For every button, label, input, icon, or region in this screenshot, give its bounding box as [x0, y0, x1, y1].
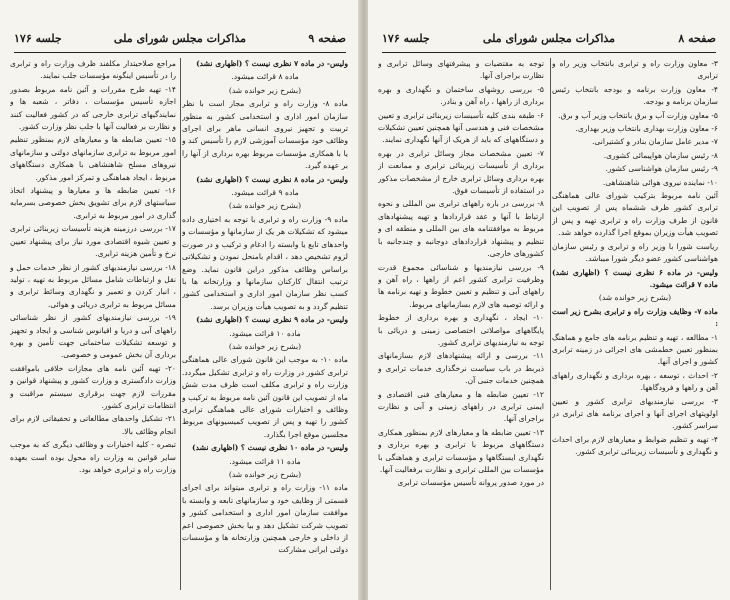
paragraph: آئین نامه مربوط بترکیب شورای عالی هماهنگی ترابری کشور ظرف ششماه پس از تصویب این قانون از طرف وزارت راه و ترابری تهیه و پس از تصویب هیأت وزیران بموقع اجرا گذارده خواهد شد.	[552, 191, 718, 238]
paragraph: ۵- بررسی روشهای ساختمان و نگهداری و بهره برداری از راهها ، راه آهن و بنادر.	[378, 84, 544, 107]
paragraph: ۲- احداث ، توسعه ، بهره برداری و نگهداری راههای آهن و راهها و فرودگاهها.	[552, 370, 718, 393]
paragraph: تبصره - کلیه اختیارات و وظائف دیگری که به موجب سایر قوانین به وزارت راه محول بوده است بعهده وزارت راه و ترابری خواهد بود.	[10, 440, 176, 474]
text-column-left	[10, 58, 176, 590]
paragraph: ولیس- در ماده ۸ نظری نیست ؟ (اظهاری نشد)	[196, 174, 348, 184]
paragraph: ماده ۸- وزارت راه و ترابری مجاز است با نظر سازمان امور اداری و استخدامی کشور به منظور تربیت و تجهیز نیروی انسانی ماهر برای اجرای وظائف خود مؤسسات آموزشی لازم را تأسیس کند و یا با همکاری مؤسسات مربوط بهره برداری از آنها را بر عهده گیرد.	[182, 99, 348, 171]
paragraph: ۱۶- تعیین ضابطه ها و معیارها و پیشنهاد اتخاذ سیاستهای لازم برای تشویق بخش خصوصی بسرمایه گذاری در امور مربوط به ترابری.	[10, 186, 176, 220]
paragraph: ۱۰- نماینده نیروی هوائی شاهنشاهی.	[602, 177, 718, 187]
paragraph: ۱۷- بررسی درزمینه هزینه تأسیسات زیربنائی ترابری و تعیین شیوه اقتصادی مورد نیاز برای پیشنهاد تعیین نرخ و تأمین هزینه ترابری.	[10, 224, 176, 259]
session-number: جلسه ۱۷۶	[14, 31, 62, 45]
paragraph: ماده ۹ قرائت میشود.	[231, 188, 299, 198]
paragraph: ۱۹- بررسی نیازمندیهای کشور از نظر شناسائی راههای آبی و دریا و اقیانوس شناسی و ایجاد و تجهیز و توسعه تشکیلات ساختمانی جهت تأمین و بهره برداری آن بخش عمومی و خصوصی.	[10, 313, 176, 360]
paragraph: ۱۲- تعیین ضابطه ها و معیارهای فنی اقتصادی و ایمنی ترابری در راههای زمینی و آبی و نظارت براجرای آنها.	[378, 389, 544, 424]
paragraph: ماده ۱۰- به موجب این قانون شورای عالی هماهنگی ترابری کشور در وزارت راه و ترابری تشکیل میگردد. وزارت راه و ترابری مکلف است ظرف مدت شش ماه از تصویب این قانون آئین نامه مربوط به ترکیب و وظائف و اختیارات شورای عالی هماهنگی ترابری کشور را تهیه و پس از تصویب کمیسیونهای مربوط مجلسین موقع اجرا بگذارد.	[182, 355, 348, 439]
text-column-left	[378, 58, 544, 590]
page-number: صفحه ۹	[308, 31, 346, 45]
paragraph: ۲۱- تشکیل واحدهای مطالعاتی و تحقیقاتی لازم برای انجام وظائف بالا.	[10, 414, 176, 436]
paragraph: ماده ۱۱ قرائت میشود.	[229, 456, 301, 466]
paragraph: ۲۰- تهیه آئین نامه های مجازات خلافی باموافقت وزارت دادگستری و وزارت کشور و پیشنهاد قوانین و مقررات لازم جهت برقراری سیستم مراقبت و انتظامات ترابری کشور.	[10, 363, 176, 410]
text-column-right	[182, 58, 348, 590]
paragraph: ماده ۹- وزارت راه و ترابری با توجه به اختیاری داده میشود که تشکیلات هر یک از سازمانها و مؤسسات و واحدهای تابع یا وابسته را ادغام و ترکیب و در صورت لزوم تشخیص دهد ، اقدام بامنحل نمودن و تشکیلاتی براساس وظائف مذکور دراین قانون نماید. وضع ترتیب انتقال کارکنان سازمانها و وزارتخانه ها با کسب نظر سازمان امور اداری و استخدامی کشور تنظیم گردد و به تصویب هیأت وزیران برسد.	[182, 214, 348, 311]
paragraph: ۳- بررسی نیازمندیهای ترابری کشور و تعیین اولویتهای اجرای آنها و اجرای برنامه های ترابری در سراسر کشور.	[552, 396, 718, 431]
paragraph: ولیس- در ماده ۱۰ نظری نیست ؟ (اظهاری نشد)	[192, 443, 348, 453]
paragraph: ولیس- در ماده ۷ نظری نیست ؟ (اظهاری نشد)	[196, 59, 348, 68]
paragraph: ۹- رئیس سازمان هواشناسی کشور.	[605, 164, 718, 174]
column-divider	[180, 58, 181, 590]
paragraph: ۵- معاون وزارت آب و برق بانتخاب وزیر آب و برق.	[558, 110, 718, 120]
paragraph: ۷- تعیین مشخصات مجاز وسائل ترابری در بهره برداری از تأسیسات زیربنائی ترابری و ممانعت از بهره برداری وسائل ترابری خارج از مشخصات مذکور در استفاده از تأسیسات فوق.	[378, 148, 544, 196]
paragraph: در مورد صدور پروانه تأسیس مؤسسات ترابری	[397, 478, 544, 488]
paragraph: ماده ۸ قرائت میشود.	[231, 72, 299, 82]
page-number: صفحه ۸	[678, 31, 716, 45]
paragraph: ۱۱- بررسی و ارائه پیشنهادهای لازم بسازمانهای ذیربط در باب سیاست نرخگذاری خدمات ترابری و همچنین خدمات جنبی آن.	[378, 351, 544, 386]
paragraph: ۴- معاون وزارت برنامه و بودجه بانتخاب رئیس سازمان برنامه و بودجه.	[552, 84, 718, 107]
paragraph: ۱۵- تعیین ضابطه ها و معیارهای لازم بمنظور تنظیم امور مربوط به ترابری سازمانهای دولتی و سازمانهای نیروهای مسلح شاهنشاهی با همکاری دستگاههای مربوط ، ایجاد هماهنگی و تمرکز امور مذکور.	[10, 135, 176, 182]
paragraph: (بشرح زیر خوانده شد)	[228, 201, 302, 211]
paragraph: ماده ۱۱- وزارت راه و ترابری میتواند برای اجرای قسمتی از وظایف خود و سازمانهای تابعه و وابسته با موافقت سازمان امور اداری و استخدامی کشور و تصویب شرکت تشکیل دهد و بیا بخش خصوصی اعم از داخلی و خارجی همچنین وزارتخانه ها و مؤسسات دولتی ایرانی مشارکت	[182, 483, 348, 555]
paragraph: ماده ۱۰ قرائت میشود.	[229, 328, 301, 338]
paragraph: (بشرح زیر خوانده شد)	[228, 341, 302, 351]
session-number: جلسه ۱۷۶	[382, 31, 430, 45]
paragraph: ۸- رئیس سازمان هواپیمائی کشوری.	[603, 150, 718, 160]
paragraph: ۷- مدیر عامل سازمان بنادر و کشتیرانی.	[591, 137, 718, 147]
paragraph: ۱- مطالعه ، تهیه و تنظیم برنامه های جامع و هماهنگ بمنظور تعیین خطمشی های اجرائی در زمینه ترابری کشور و اجرای آنها.	[552, 332, 718, 367]
left-page	[0, 0, 360, 600]
column-divider	[550, 58, 551, 590]
paragraph: (بشرح زیر خوانده شد)	[228, 470, 302, 479]
right-page-header	[382, 24, 716, 53]
paragraph: ۴- تهیه و تنظیم ضوابط و معیارهای لازم برای احداث و نگهداری و تأسیسات زیربنائی ترابری کشور.	[552, 434, 718, 457]
paragraph: (بشرح زیر خوانده شد)	[228, 85, 302, 95]
paragraph: ۶- طبقه بندی کلیه تأسیسات زیربنائی ترابری و تعیین مشخصات فنی و هندسی آنها همچنین تعیین تشکیلات و دستگاههای که باید از هریک از آنها نگهداری نمایند.	[378, 110, 544, 145]
paragraph: توجه به مقتضیات و پیشرفتهای وسائل ترابری و نظارت براجرای آنها.	[378, 59, 544, 81]
paragraph: ریاست شورا با وزیر راه و ترابری و رئیس سازمان هواشناسی کشور عضو دیگر شورا میباشد.	[552, 241, 718, 264]
paragraph: ۶- معاون وزارت بهداری بانتخاب وزیر بهداری.	[575, 124, 718, 134]
paragraph: ۳- معاون وزارت راه و ترابری بانتخاب وزیر راه و ترابری	[552, 59, 718, 81]
right-page	[368, 0, 730, 600]
left-page-header	[14, 24, 346, 53]
paragraph: ولیس- در ماده ۹ نظری نیست ؟ (اظهاری نشد)	[196, 315, 348, 325]
paragraph: ۸- بررسی در باره راههای ترابری بین المللی و نحوه ارتباط با آنها و عقد قراردادها و تهیه پیشنهادهای مربوط به موافقتنامه های بین المللی و منطقه ای و تنظیم و پیشنهاد قراردادهای دوجانبه و چندجانبه با کشورهای خارجی.	[378, 199, 544, 259]
journal-title: مذاکرات مجلس شورای ملی	[482, 31, 616, 45]
paragraph: ۹- بررسی نیازمندیها و شناسائی مجموع قدرت وظرفیت ترابری کشور اعم از راهها ، راه آهن و راههای آبی و تنظیم و تعیین خطوط و تهیه برنامه ها و ارائه توصیه های لازم بسازمانهای مربوط.	[378, 262, 544, 309]
paragraph: مراجع صلاحیتدار مکلفند ظرف وزارت راه و ترابری را در تأسیس اینگونه مؤسسات جلب نمایند.	[10, 59, 176, 81]
paragraph: (بشرح زیر خوانده شد)	[598, 293, 672, 303]
journal-title: مذاکرات مجلس شورای ملی	[113, 31, 247, 45]
text-column-right	[552, 58, 718, 590]
paragraph: ۱۰- ایجاد ، نگهداری و بهره برداری از خطوط پایگاههای مواصلاتی اختصاصی زمینی و دریائی با توجه به نیازمندیهای ترابری کشور.	[378, 313, 544, 347]
paragraph: ماده ۷- وظایف وزارت راه و ترابری بشرح زیر است :	[552, 306, 718, 329]
paragraph: ۱۸- بررسی نیازمندیهای کشور از نظر خدمات حمل و نقل و ارتباطات شامل مسائل مربوط به تهیه ، تولید ، انبار کردن و تعمیر و نگهداری وسائط ترابری و مسائل مربوط به ترابری دریائی و هوائی.	[10, 262, 176, 309]
paragraph: ۱۴- تهیه طرح مقررات و آئین نامه مربوط بصدور اجازه تأسیس مؤسسات ، دفاتر ، شعبه ها و نمایندگیهای ترابری خارجی که در کشور فعالیت کنند و نظارت بر فعالیت آنها با جلب نظر وزارت کشور.	[10, 84, 176, 132]
paragraph: ۱۳- تعیین ضابطه ها و معیارهای لازم بمنظور همکاری دستگاههای مربوط با ترابری و بهره برداری و نگهداری ایستگاهها و مؤسسات ترابری و هماهنگی با مؤسسات بین المللی ترابری و نظارت برفعالیت آنها.	[378, 427, 544, 474]
paragraph: ولیس- در ماده ۶ نظری نیست ؟ (اظهاری نشد) ماده ۷ قرائت میشود.	[552, 267, 718, 289]
